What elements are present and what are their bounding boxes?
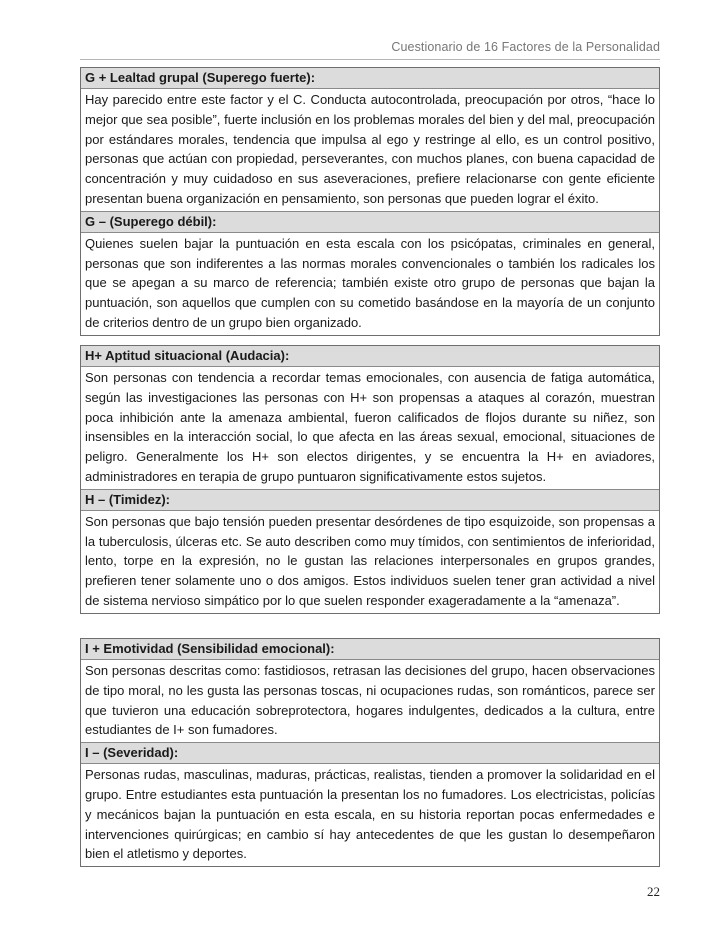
factor-h-section <box>80 345 660 614</box>
factor-i-section <box>80 638 660 867</box>
factor-i-negative-heading: I – (Severidad): <box>81 742 659 764</box>
factor-h-positive-text: Son personas con tendencia a recordar temas emocionales, con ausencia de fatiga automática, según las investigaciones las personas con H+ son propensas a ataques al corazón, muestran poca inhibición ante la amenaza ambiental, fueron calificados de flojos durante su niñez, son insensibles en la interacción social, lo que afecta en las áreas sexual, emocional, situaciones de peligro. Generalmente los H+ son electos dirigentes, y se encuentra la H+ en aviadores, administradores en terapia de grupo puntuaron significativamente estos sujetos. <box>85 370 655 484</box>
page-number: 22 <box>647 884 660 899</box>
factor-g-positive-heading: G + Lealtad grupal (Superego fuerte): <box>81 68 659 89</box>
factor-g-positive-text: Hay parecido entre este factor y el C. Conducta autocontrolada, preocupación por otros, “hace lo mejor que sea posible”, fuerte inclusión en los problemas morales del bien y del mal, preocupación por estándares morales, tendencia que impulsa al ego y restringe al ello, es un control positivo, personas que actúan con propiedad, perseverantes, con muchos planes, con buena capacidad de concentración y muy cuidadoso en sus aseveraciones, prefiere relacionarse con gente eficiente presentan buena organización en pensamiento, son personas que pueden lograr el éxito. <box>85 92 655 206</box>
running-header: Cuestionario de 16 Factores de la Personalidad <box>391 40 660 54</box>
factor-g-box <box>80 67 660 336</box>
factor-h-box <box>80 345 660 614</box>
factor-g-section <box>80 67 660 336</box>
factor-h-positive-heading: H+ Aptitud situacional (Audacia): <box>81 346 659 367</box>
factor-i-positive-heading: I + Emotividad (Sensibilidad emocional): <box>81 639 659 660</box>
factor-g-negative-text: Quienes suelen bajar la puntuación en esta escala con los psicópatas, criminales en general, personas que son indiferentes a las normas morales convencionales o también los radicales los que se apegan a su marco de referencia; también existe otro grupo de personas que bajan la puntuación, son aquellos que cumplen con su cometido basándose en la mayoría de un conjunto de criterios dentro de un grupo bien organizado. <box>85 235 655 330</box>
header-divider <box>80 59 660 60</box>
factor-h-negative-heading: H – (Timidez): <box>81 489 659 511</box>
factor-i-negative-text: Personas rudas, masculinas, maduras, prácticas, realistas, tienden a promover la solidaridad en el grupo. Entre estudiantes esta puntuación la presentan los no fumadores. Los electricistas, policías y mecánicos bajan la puntuación en esta escala, en su historia reportan pocas enfermedades e intervenciones quirúrgicas; en cambio sí hay antecedentes de que les gustan lo desempeñaron bien el atletismo y deportes. <box>85 767 655 862</box>
factor-h-negative-text: Son personas que bajo tensión pueden presentar desórdenes de tipo esquizoide, son propensas a la tuberculosis, úlceras etc. Se auto describen como muy tímidos, con sentimientos de inferioridad, lento, torpe en la expresión, no le gustan las relaciones interpersonales en grupos grandes, prefieren tener solamente uno o dos amigos. Estos individuos suelen tener gran actividad a nivel de sistema nervioso simpático por lo que suelen responder exageradamente a la “amenaza”. <box>85 513 655 608</box>
factor-g-negative-heading: G – (Superego débil): <box>81 211 659 233</box>
factor-i-box <box>80 638 660 867</box>
factor-i-positive-text: Son personas descritas como: fastidiosos, retrasan las decisiones del grupo, hacen observaciones de tipo moral, no les gusta las personas toscas, ni ocupaciones rudas, son románticos, parece ser que tuvieron una educación sobreprotectora, hogares indulgentes, dedicados a la cultura, entre estudiantes de I+ son fumadores. <box>85 663 655 738</box>
